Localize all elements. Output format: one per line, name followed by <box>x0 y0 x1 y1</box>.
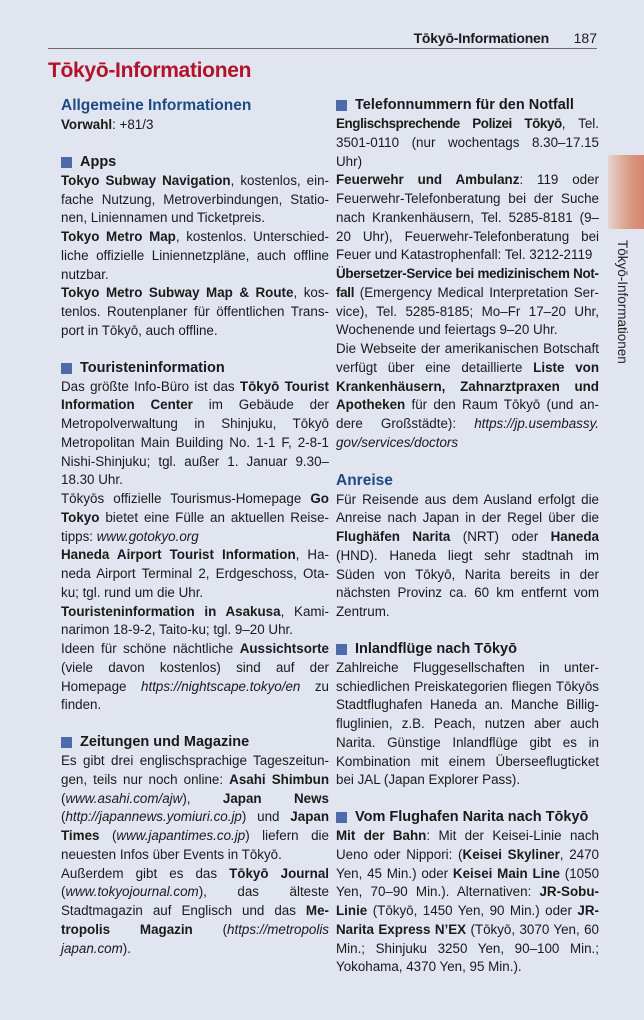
chapter-tab-marker <box>608 155 644 229</box>
bold-text: JR-Narita Express N’EX <box>336 903 599 937</box>
bullet-square-icon <box>61 157 72 168</box>
bold-text: Tōkyō Tourist Information Center <box>61 378 329 413</box>
url-link[interactable]: www.tokyojournal.com <box>65 884 199 900</box>
text: bietet eine Fülle an aktuellen Reisetipps: <box>61 509 329 544</box>
bullet-square-icon <box>336 812 347 823</box>
paragraph <box>61 546 329 602</box>
paragraph <box>61 490 329 546</box>
chapter-side-label <box>608 240 638 390</box>
bold-text: Japan News <box>222 790 329 806</box>
subsection-heading-apps <box>61 153 329 172</box>
url-link[interactable]: http://japannews.yomiuri.co.jp <box>65 809 242 825</box>
text: (HND). Haneda liegt sehr stadtnah im Süden von Tōkyō, Narita bereits in der nächsten Provinz ca. 60 km entfernt vom Zentrum. <box>336 547 599 619</box>
text: Ideen für schöne nächtliche <box>61 641 240 656</box>
bold-text: Übersetzer-Service bei medizinischem Notfall <box>336 266 599 300</box>
page-title: Tōkyō-Informationen <box>48 59 252 82</box>
bold-text: Aussichtsorte <box>239 641 329 656</box>
text: liefern die neuesten Infos über Events in Tōkyō. <box>61 828 329 862</box>
text: (1050 Yen, 70–90 Min.). Alternativen: <box>336 865 600 900</box>
bold-text: Keisei Skyliner <box>462 846 560 862</box>
text: (Tōkyō, 1450 Yen, 90 Min.) oder <box>367 903 578 918</box>
subsection-heading-notfall <box>336 96 599 115</box>
text: , Haneda Airport Terminal 2, Erdgeschoss, Otaku; tgl. rund um die Uhr. <box>61 547 329 600</box>
paragraph <box>336 491 599 622</box>
paragraph <box>61 640 329 715</box>
vorwahl-label: Vorwahl <box>61 117 113 132</box>
paragraph <box>336 265 599 340</box>
text: (viele davon kostenlos) sind auf der Homepage <box>61 659 329 694</box>
text: zu finden. <box>61 678 329 713</box>
text: und <box>246 809 291 825</box>
app-entry <box>61 228 329 284</box>
bold-text: Japan Times <box>61 809 329 843</box>
text: Es gibt drei englischsprachige Tageszeitungen, teils nur noch online: <box>61 753 329 787</box>
bold-text: Haneda <box>550 529 599 544</box>
page-number: 187 <box>573 30 597 46</box>
url-link[interactable]: https://jp.usembassy. gov/services/doctors <box>336 416 599 450</box>
bullet-square-icon <box>61 737 72 748</box>
url-link[interactable]: www.asahi.com/ajw <box>65 790 183 806</box>
bullet-square-icon <box>61 363 72 374</box>
text: im Gebäude der Metropolverwaltung in Shinjuku, Tōkyō Metropolitan Main Building No. 1-1 F, 2-8-1 Nishi-Shinjuku; tgl. außer 1. Januar 9.30–18.30 Uhr. <box>61 397 330 488</box>
app-name: Tokyo Metro Subway Map & Route <box>61 285 294 301</box>
subsection-heading-apps-text: Apps <box>80 153 117 170</box>
app-desc: , kostenlos, einfache Nutzung, Metroverbindungen, Stationen, Liniennamen und Ticketpreis. <box>61 172 330 226</box>
text: Tōkyōs offizielle Tourismus-Homepage <box>61 491 311 506</box>
text: , Kaminarimon 18-9-2, Taito-ku; tgl. 9–20 Uhr. <box>61 603 329 638</box>
bold-text: Keisei Main Line <box>452 865 560 881</box>
text: (Tōkyō, 3070 Yen, 60 Min.; Shinjuku 3250 Yen, 90–100 Min.; Yokohama, 4370 Yen, 95 Min.). <box>336 921 599 975</box>
text: Das größte Info-Büro ist das <box>61 378 240 394</box>
text: ). <box>122 940 131 956</box>
text: , das älteste Stadtmagazin auf Englisch und das <box>61 884 329 918</box>
bold-text: JR-Sobu-Linie <box>336 884 599 918</box>
paragraph <box>336 171 599 265</box>
app-name: Tokyo Subway Navigation <box>61 172 231 188</box>
url-link[interactable]: www.gotokyo.org <box>96 528 199 544</box>
bullet-square-icon <box>336 644 347 655</box>
paragraph <box>61 378 329 491</box>
text: , Tel. 3501-0110 (nur wochentags 8.30–17.15 Uhr) <box>336 116 599 169</box>
text: : 119 oder Feuerwehr-Telefonberatung bei der Suche nach Krankenhäusern, Tel. 5285-8181 (9–20 Uhr), Feuerwehr-Telefonberatung bei Feuer und Katastrophenfall: Tel. 3212-2119 <box>336 172 599 263</box>
bold-text: Asahi Shimbun <box>229 771 330 787</box>
bold-text: Tōkyō Journal <box>229 865 329 881</box>
text: (Emergency Medical Interpretation Service), Tel. 5285-8185; Mo–Fr 17–20 Uhr, Wochenende und feiertags 9–20 Uhr. <box>336 284 599 338</box>
text: (NRT) oder <box>450 529 551 544</box>
bold-text: Haneda Airport Tourist Information <box>61 547 296 563</box>
bold-text: Mit der Bahn <box>336 828 427 843</box>
subsection-heading-inland <box>336 640 599 659</box>
paragraph: Es gibt drei englischsprachige Tageszeitungen, teils nur noch online: Asahi Shimbun (www.asahi.com/ajw), Japan News (http://japannews.yomiuri.co.jp) und Japan Times (www.japantimes.co.jp) liefern die neuesten Infos über Events in Tōkyō. <box>61 753 330 862</box>
left-column <box>61 96 329 958</box>
app-entry <box>61 284 329 340</box>
bold-text: Feuerwehr und Ambulanz <box>336 172 520 188</box>
subsection-heading-touristeninfo <box>61 359 329 378</box>
url-link[interactable]: https://metropolis japan.com <box>61 921 329 956</box>
section-heading-allgemein: Allgemeine Informationen <box>61 97 252 114</box>
text: für den Raum Tōkyō (und andere Großstädte): <box>336 397 599 431</box>
app-entry <box>61 172 329 228</box>
bold-text: Touristeninformation in Asakusa <box>61 603 281 619</box>
text: Für Reisende aus dem Ausland erfolgt die Anreise nach Japan in der Regel über die <box>336 491 599 526</box>
bullet-square-icon <box>336 100 347 111</box>
subsection-heading-narita <box>336 808 599 827</box>
url-link[interactable]: www.japantimes.co.jp <box>116 828 246 843</box>
chapter-side-label-text: Tōkyō-Informationen <box>615 240 630 364</box>
vorwahl <box>61 116 329 135</box>
text: Außerdem gibt es das <box>61 865 230 881</box>
paragraph <box>61 603 329 641</box>
paragraph: Außerdem gibt es das Tōkyō Journal (www.tokyojournal.com), das älteste Stadtmagazin auf Englisch und das Metropolis Magazin (https://metropolis japan.com). <box>61 865 329 956</box>
subsection-heading-zeitungen-text: Zeitungen und Magazine <box>80 734 250 750</box>
subsection-heading-narita-text: Vom Flughafen Narita nach Tōkyō <box>355 809 589 825</box>
paragraph <box>336 115 599 171</box>
subsection-heading-touristeninfo-text: Touristeninformation <box>80 359 225 376</box>
app-desc: , kostenlos. Unterschiedliche offizielle Liniennetzpläne, auch offline nutzbar. <box>61 229 329 282</box>
bold-text: Metropolis Magazin <box>61 903 329 937</box>
subsection-heading-notfall-text: Telefonnummern für den Notfall <box>355 97 574 113</box>
text: , 2470 Yen, 45 Min.) oder <box>336 846 600 881</box>
vorwahl-value: : +81/3 <box>112 117 154 132</box>
text: : Mit der Keisei-Linie nach Ueno oder Nippori: ( <box>336 828 599 862</box>
app-name: Tokyo Metro Map <box>61 229 176 244</box>
right-column <box>336 96 599 977</box>
subsection-heading-zeitungen <box>61 733 329 752</box>
bold-text: Englischsprechende Polizei Tōkyō <box>336 116 562 131</box>
running-head-title: Tōkyō-Informationen <box>413 30 549 46</box>
running-head <box>48 0 597 49</box>
subsection-heading-inland-text: Inlandflüge nach Tōkyō <box>355 640 517 657</box>
app-desc: , kostenlos. Routenplaner für öffentlichen Transport in Tōkyō, auch offline. <box>61 285 329 338</box>
paragraph: Zahlreiche Fluggesellschaften in unterschiedlichen Preiskategorien fliegen Tōkyōs Stadtflughafen Haneda an. Manche Billigfluglinien, z.B. Peach, nutzen aber auch Narita. Günstige Inlandflüge gibt es in Kombination mit einem Überseeflugticket bei JAL (Japan Explorer Pass). <box>336 659 599 788</box>
section-heading-anreise: Anreise <box>336 471 393 489</box>
paragraph <box>336 827 599 977</box>
bold-text: Liste von Krankenhäusern, Zahnarztpraxen und Apotheken <box>336 359 599 413</box>
bold-text: Flughäfen Narita <box>336 529 451 544</box>
text: Die Webseite der amerikanischen Botschaft verfügt über eine detaillierte <box>336 341 599 375</box>
url-link[interactable]: https://nightscape.tokyo/en <box>141 678 301 694</box>
bold-text: Go Tokyo <box>61 491 329 525</box>
paragraph <box>336 340 599 453</box>
